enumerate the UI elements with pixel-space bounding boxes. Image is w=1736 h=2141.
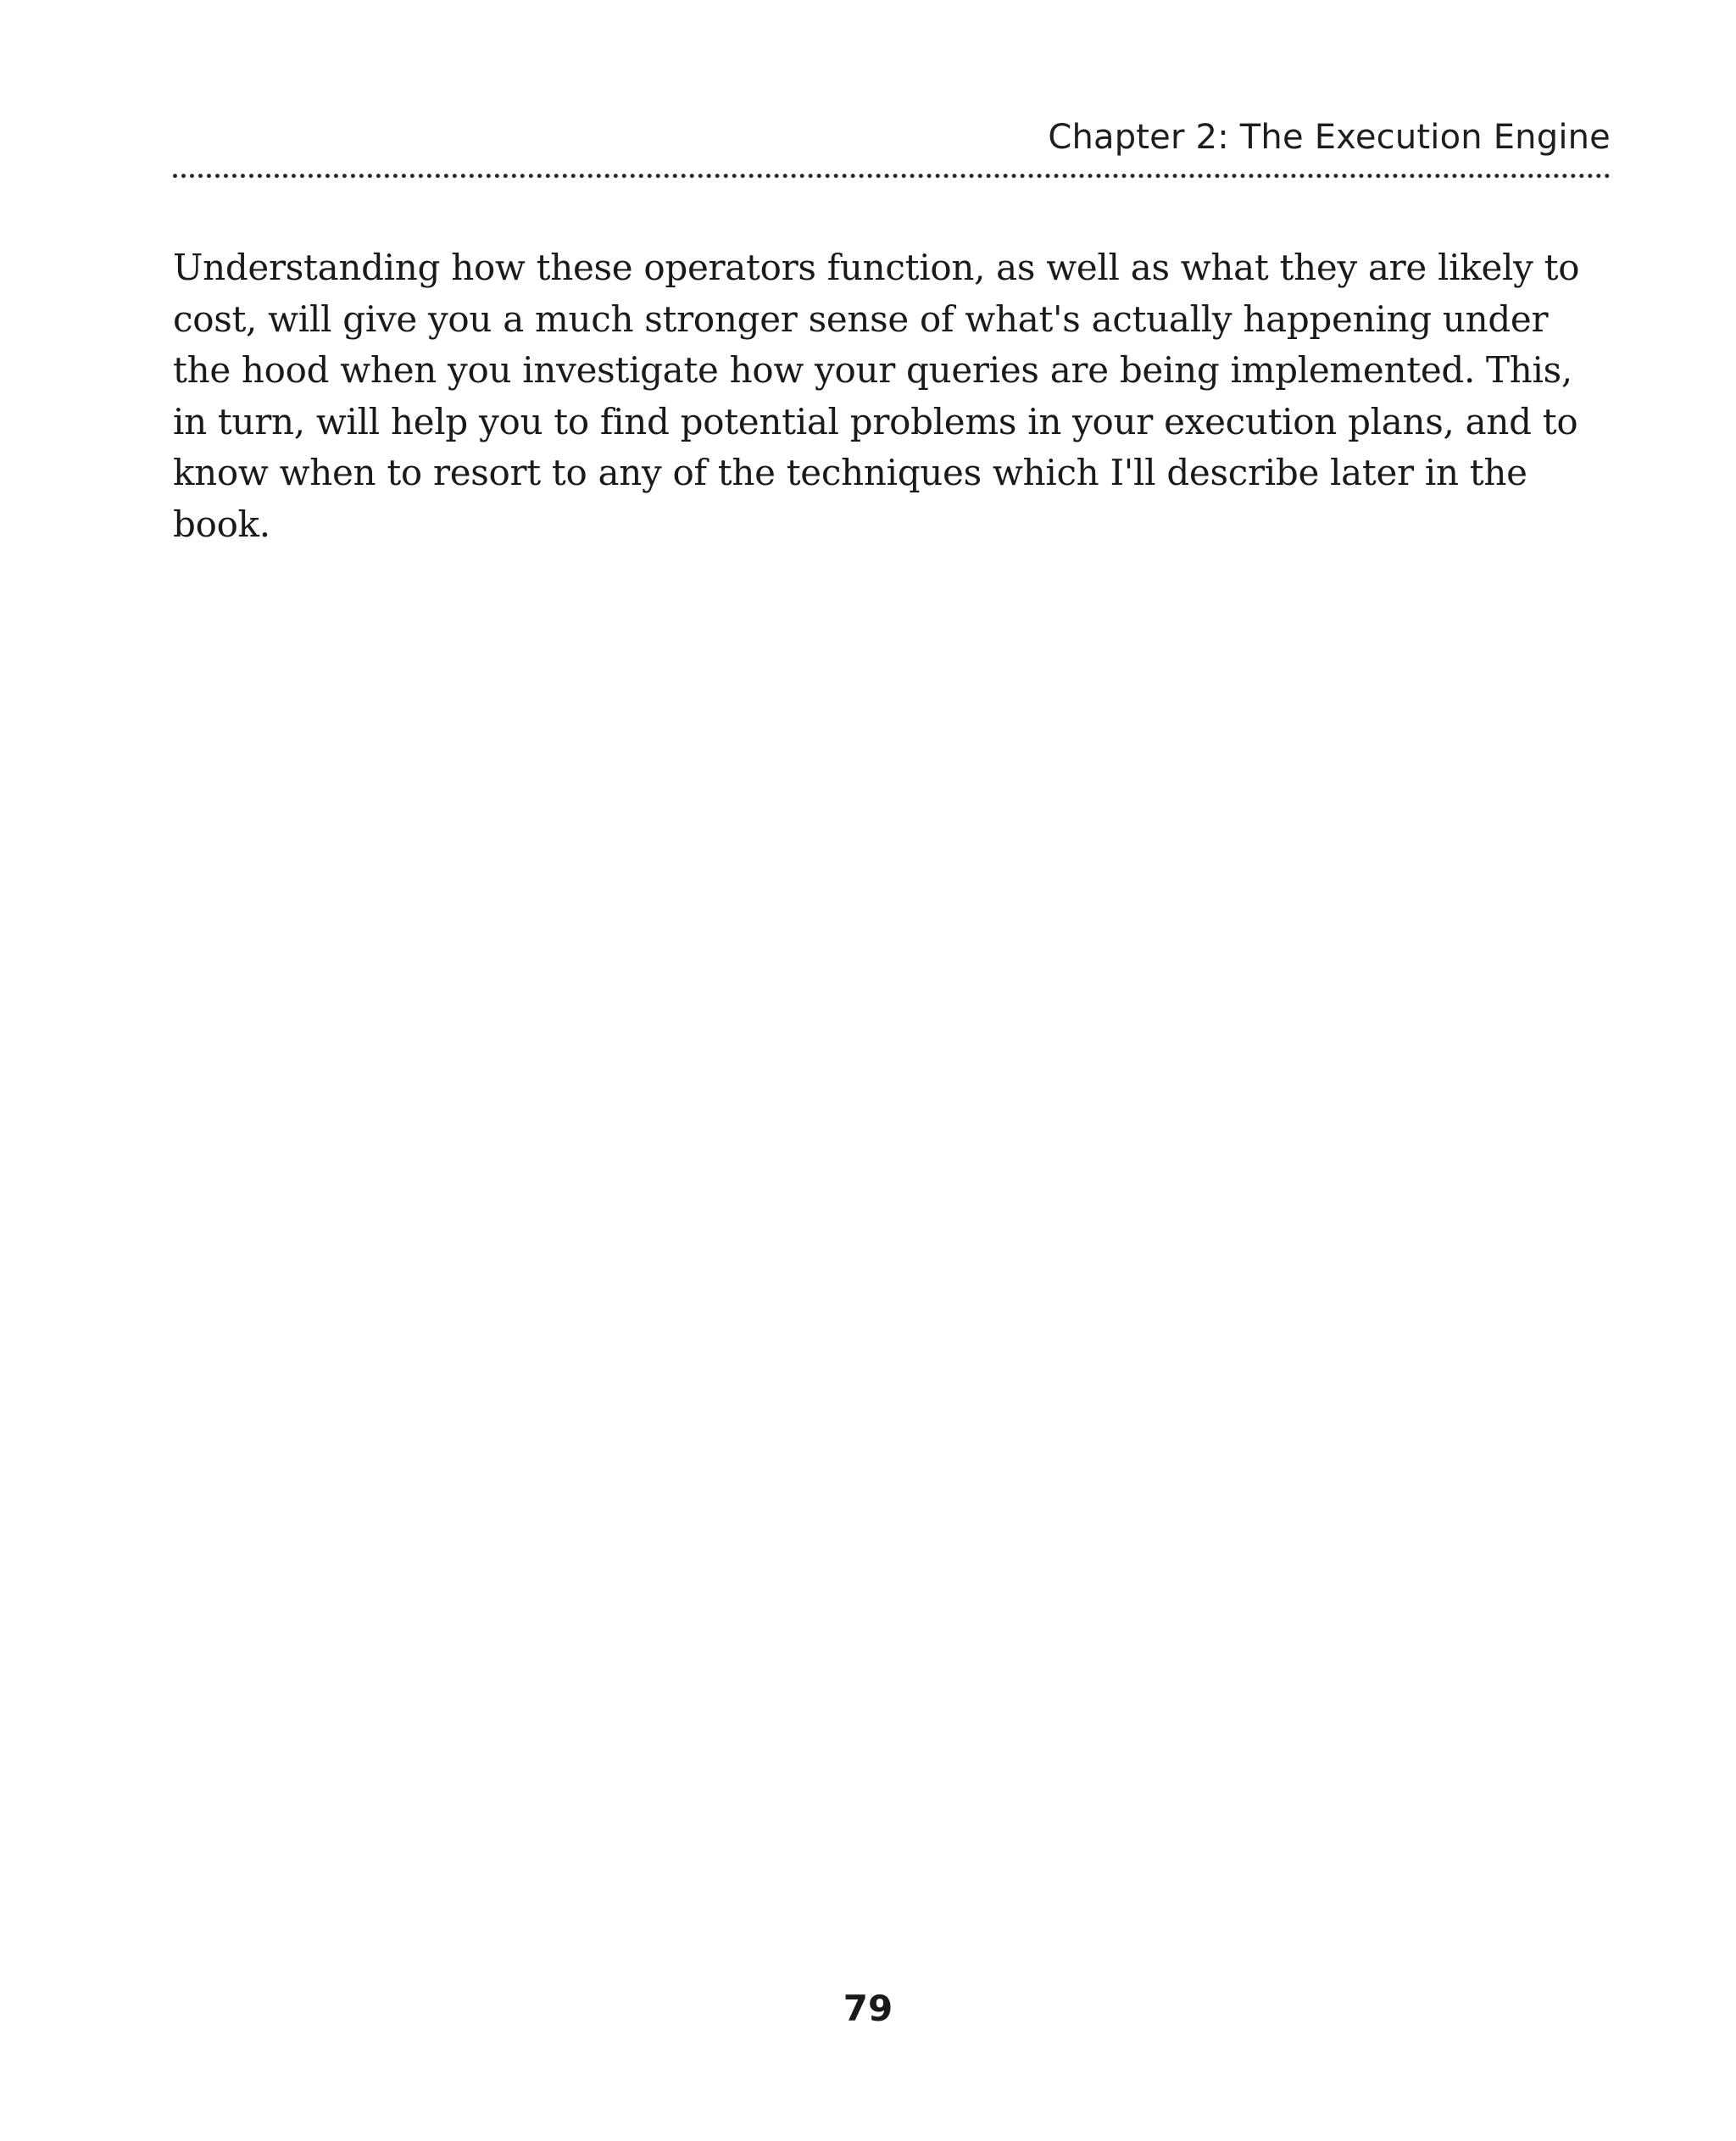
page-number: 79 bbox=[843, 1988, 893, 2029]
header-dotted-divider bbox=[173, 174, 1611, 178]
running-header-title: Chapter 2: The Execution Engine bbox=[1048, 118, 1611, 157]
body-paragraph: Understanding how these operators function, as well as what they are likely to cost, will give you a much stronger sense of what's actually happening under the hood when you investigate how your queries are being implemented. This, in turn, will help you to find potential problems in your execution plans, and to know when to resort to any of the techniques which I'll describe later in the book. bbox=[173, 247, 1580, 545]
